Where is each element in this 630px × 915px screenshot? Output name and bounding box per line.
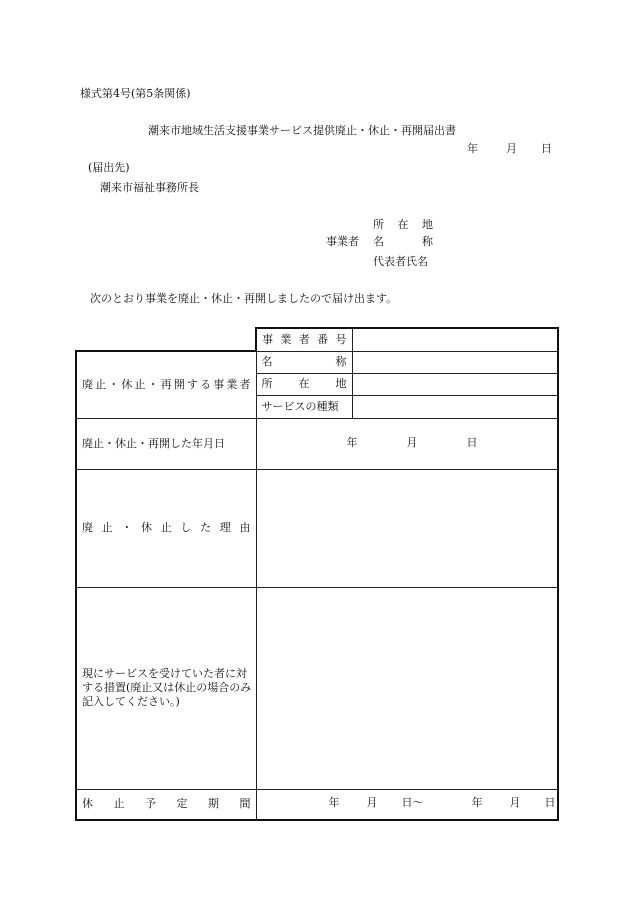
- reason-field[interactable]: [256, 469, 558, 587]
- date-day: 日: [541, 142, 552, 155]
- date-row-field[interactable]: [256, 418, 558, 469]
- applicant-group-label: 事業者: [326, 235, 359, 248]
- applicant-representative-label: 代表者氏名: [373, 255, 428, 268]
- date-month: 月: [506, 142, 517, 155]
- period-label: 休止予定期間: [76, 789, 256, 820]
- address-label: 所在地: [256, 373, 352, 395]
- form-table: [75, 327, 559, 821]
- measures-field[interactable]: [256, 587, 558, 789]
- address-field[interactable]: [352, 373, 558, 395]
- name-field[interactable]: [352, 351, 558, 373]
- period-field[interactable]: [256, 789, 558, 820]
- measures-label: 現にサービスを受けていた者に対する措置(廃止又は休止の場合のみ記入してください。): [76, 587, 256, 789]
- service-type-label: サービスの種類: [256, 395, 352, 418]
- service-type-field[interactable]: [352, 395, 558, 418]
- period-from-month: 月: [366, 796, 378, 810]
- date-year: 年: [467, 142, 478, 155]
- period-from-year: 年: [328, 796, 340, 810]
- business-number-field[interactable]: [352, 328, 558, 351]
- business-number-label: 事業者番号: [256, 328, 352, 351]
- applicant-name-label: 名 称: [373, 235, 433, 248]
- addressee: 潮来市福祉事務所長: [100, 181, 199, 194]
- period-from-day: 日〜: [401, 796, 424, 810]
- date-row-label: 廃止・休止・再開した年月日: [76, 418, 256, 469]
- date-row-year: 年: [346, 435, 358, 449]
- name-label: 名称: [256, 351, 352, 373]
- addressee-label: (届出先): [88, 161, 130, 174]
- date-row-day: 日: [466, 435, 478, 449]
- statement: 次のとおり事業を廃止・休止・再開しましたので届け出ます。: [90, 292, 398, 305]
- date-row-month: 月: [406, 435, 418, 449]
- period-to-day: 日: [544, 796, 556, 810]
- applicant-address-label: 所 在 地: [373, 218, 433, 231]
- period-to-year: 年: [471, 796, 483, 810]
- form-number: 様式第4号(第5条関係): [80, 87, 191, 100]
- period-to-month: 月: [509, 796, 521, 810]
- page-title: 潮来市地域生活支援事業サービス提供廃止・休止・再開届出書: [148, 124, 456, 137]
- empty-corner: [76, 328, 256, 351]
- business-label: 廃止・休止・再開する事業者: [76, 351, 256, 418]
- reason-label: 廃止・休止した理由: [76, 469, 256, 587]
